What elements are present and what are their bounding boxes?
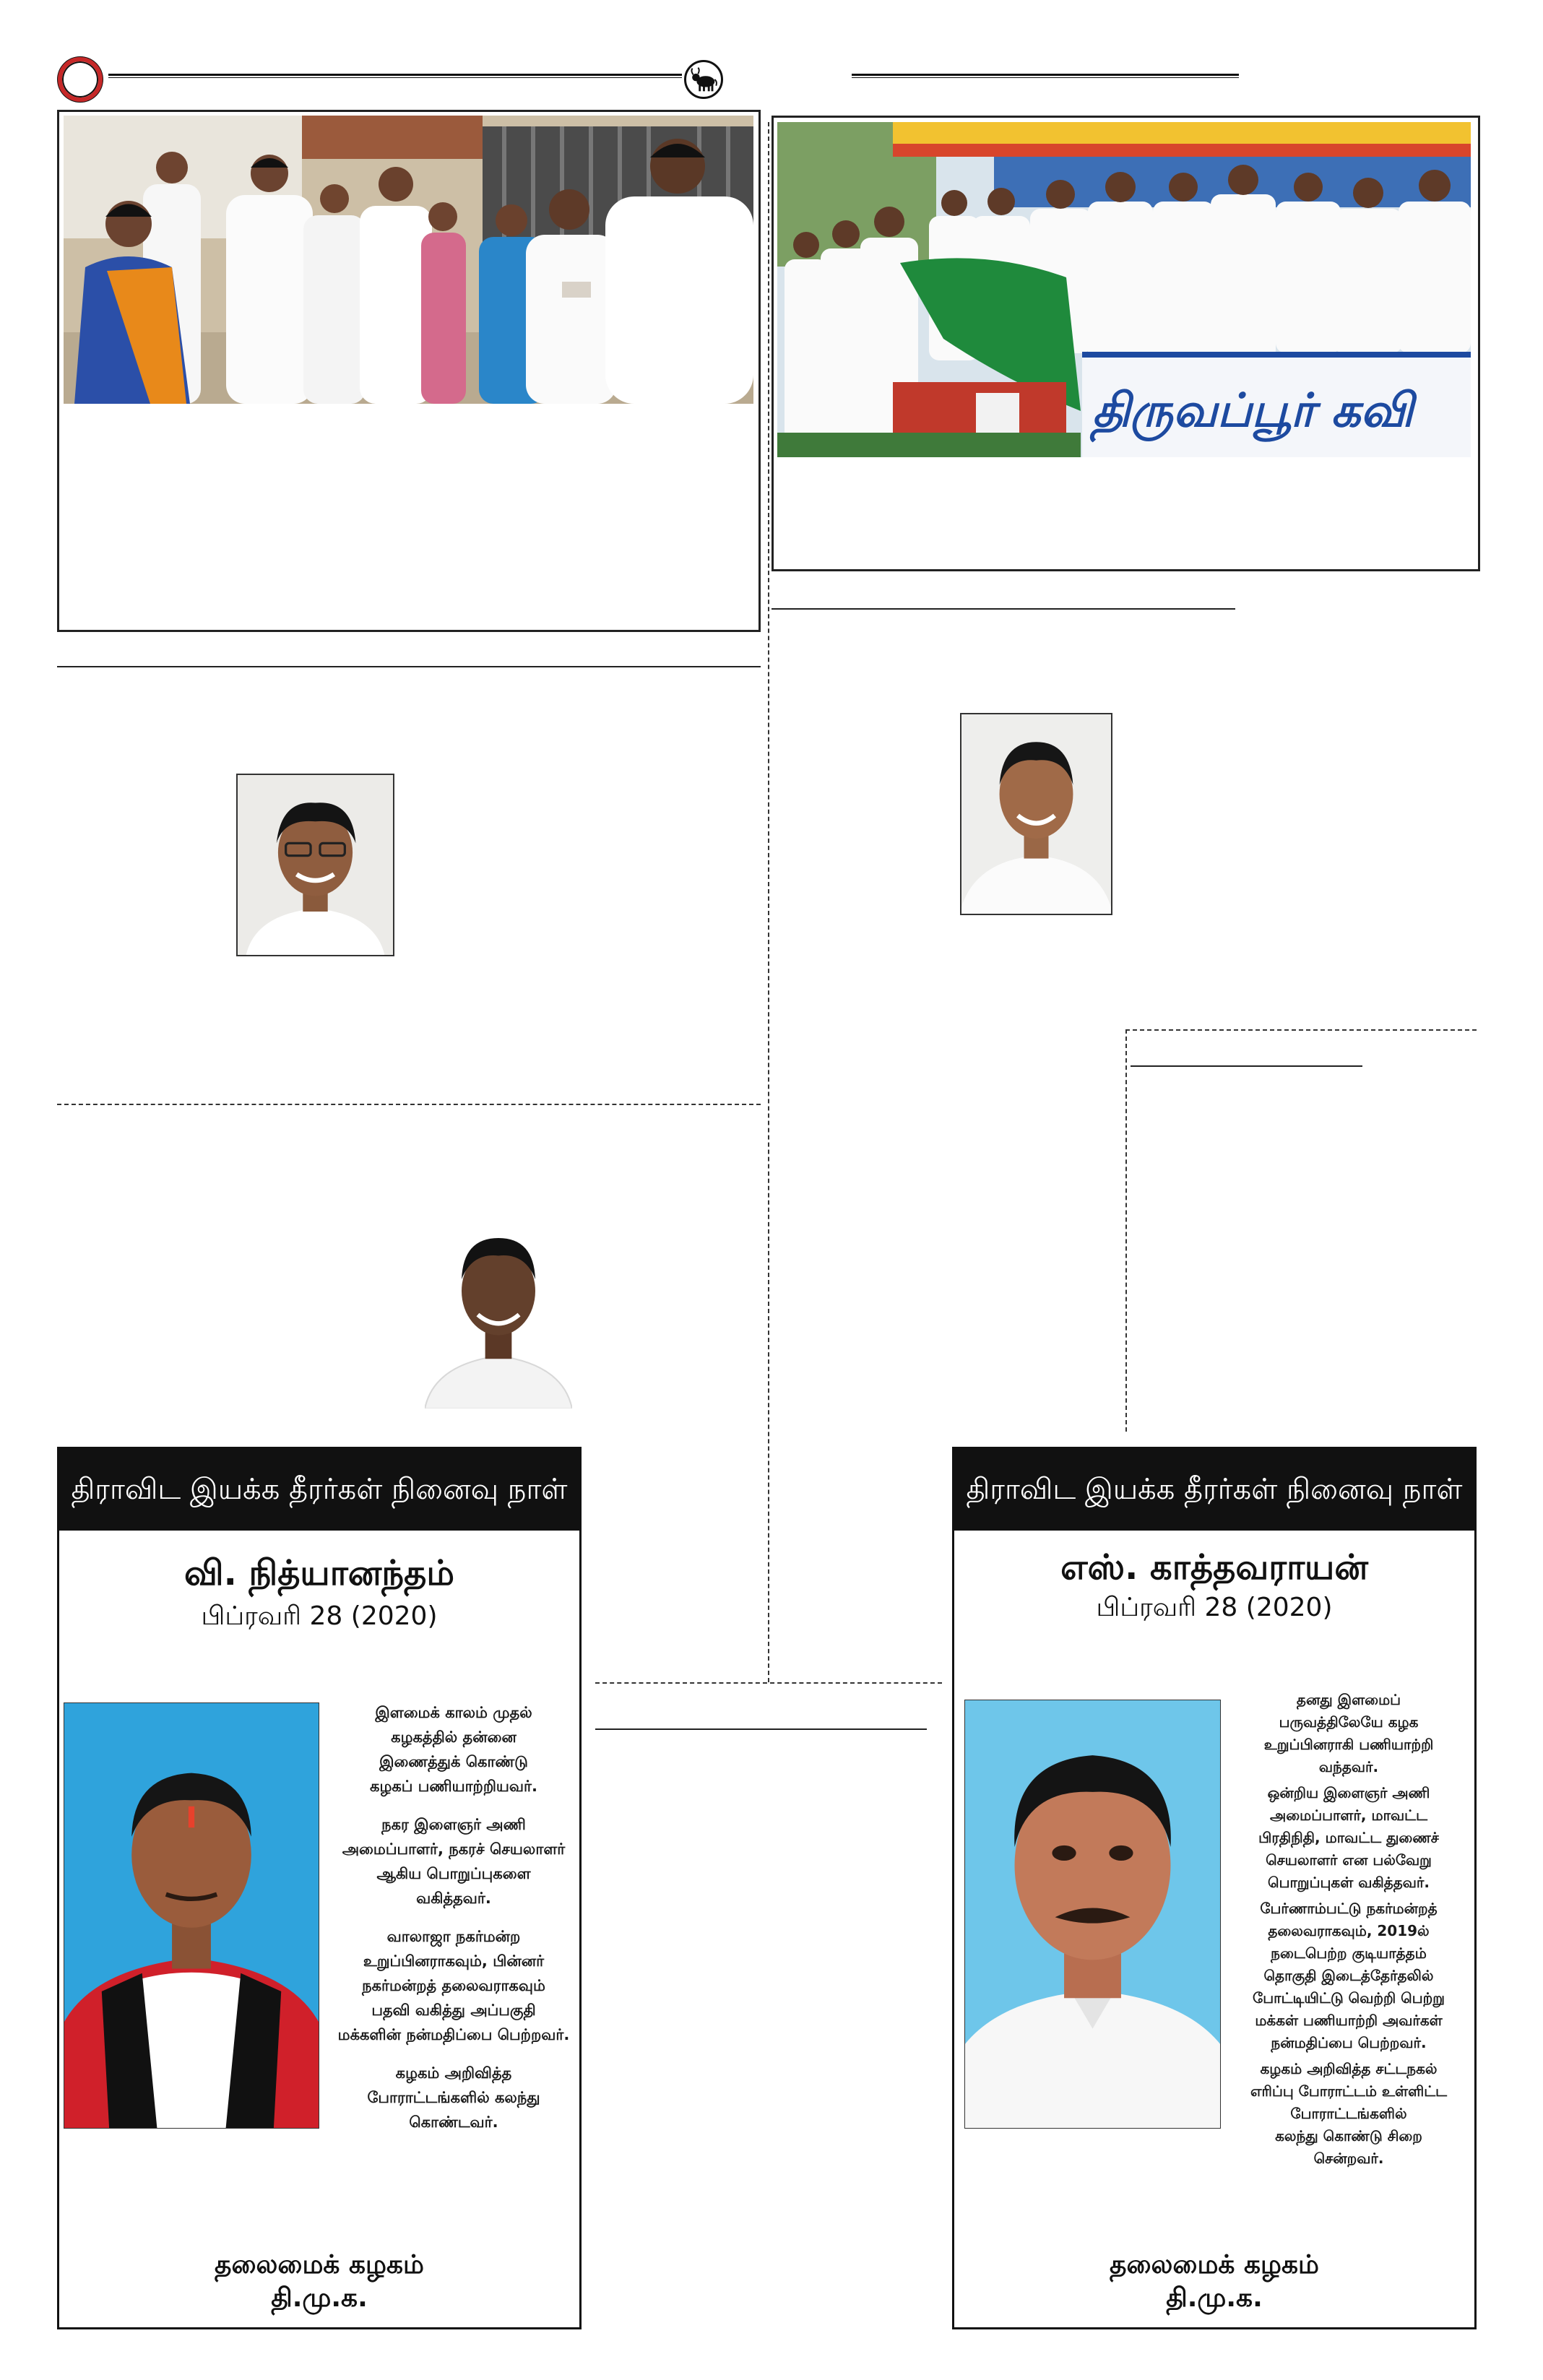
memorial-footer-org: தலைமைக் கழகம் [1110, 2250, 1319, 2280]
biography-paragraph: இளமைக் காலம் முதல் கழகத்தில் தன்னை இணைத்துக் கொண்டு கழகப் பணியாற்றியவர். [370, 1704, 537, 1795]
memorial-banner: திராவிட இயக்க தீரர்கள் நினைவு நாள் [954, 1449, 1474, 1531]
story-divider-dashed [57, 1104, 761, 1105]
center-rule [595, 1728, 927, 1730]
column-rule-left [57, 666, 761, 667]
biography-paragraph: கழகம் அறிவித்த போராட்டங்களில் கலந்து கொண்டவர். [367, 2064, 540, 2131]
boxed-story-top-dashed [1125, 1029, 1477, 1031]
memorial-biography [332, 1700, 576, 2148]
news-photo-handover [64, 116, 753, 404]
memorial-date: பிப்ரவரி 28 (2020) [201, 1601, 438, 1631]
photo-frame-right [772, 116, 1480, 571]
photo-banner-text: திருவப்பூர் கவி [1092, 384, 1414, 438]
biography-paragraph: தனது இளமைப் பருவத்திலேயே கழக உறுப்பினராகி பணியாற்றி வந்தவர். [1263, 1691, 1434, 1775]
memorial-photo [964, 1700, 1221, 2129]
photo-frame-left [57, 110, 761, 632]
portrait-graphic [961, 714, 1111, 914]
memorial-biography [1228, 1689, 1469, 2173]
biography-paragraph: வாலாஜா நகர்மன்ற உறுப்பினராகவும், பின்னர் நகர்மன்றத் தலைவராகவும் பதவி வகித்து அப்பகுதி மக்களின் நன்மதிப்பை பெற்றவர். [337, 1928, 570, 2043]
portrait-cutout-photo [425, 1218, 572, 1408]
photo-banner [1082, 352, 1471, 457]
portrait-photo [236, 774, 394, 956]
boxed-story-left-dashed [1125, 1029, 1127, 1432]
masthead-rule-right [852, 74, 1239, 78]
column-rule-right [772, 608, 1235, 610]
memorial-photo-graphic [64, 1703, 319, 2128]
memorial-banner: திராவிட இயக்க தீரர்கள் நினைவு நாள் [59, 1449, 579, 1531]
biography-paragraph: கழகம் அறிவித்த சட்டநகல் எரிப்பு போராட்டம் உள்ளிட்ட போராட்டங்களில் கலந்து கொண்டு சிறை சென்றவர். [1250, 2060, 1448, 2167]
bull-emblem-graphic [686, 62, 721, 97]
memorial-footer-party: தி.மு.க. [271, 2283, 368, 2313]
portrait-photo [960, 713, 1112, 915]
biography-paragraph: ஒன்றிய இளைஞர் அணி அமைப்பாளர், மாவட்ட பிரதிநிதி, மாவட்ட துணைச் செயலாளர் என பல்வேறு பொறுப்புகள் வகித்தவர். [1258, 1784, 1439, 1891]
center-divider-dashed [595, 1682, 942, 1684]
red-circle-icon [58, 57, 103, 102]
person-figure [303, 184, 366, 404]
portrait-graphic [238, 775, 393, 955]
biography-paragraph: பேர்ணாம்பட்டு நகர்மன்றத் தலைவராகவும், 2019ல் நடைபெற்ற குடியாத்தம் தொகுதி இடைத்தேர்தலில் போட்டியிட்டு வெற்றி பெற்று மக்கள் பணியாற்றி அவர்கள் நன்மதிப்பை பெற்றவர். [1253, 1900, 1445, 2051]
memorial-footer-party: தி.மு.க. [1166, 2283, 1263, 2313]
memorial-notice-right [952, 1447, 1477, 2329]
masthead-rule-left [108, 74, 682, 78]
column-divider-dashed [768, 122, 769, 1682]
biography-paragraph: நகர இளைஞர் அணி அமைப்பாளர், நகரச் செயலாளர் ஆகிய பொறுப்புகளை வகித்தவர். [342, 1816, 566, 1907]
portrait-graphic [425, 1218, 572, 1408]
memorial-photo [64, 1702, 319, 2129]
news-photo-handover-graphic [64, 116, 753, 404]
bull-emblem-icon [684, 60, 723, 99]
memorial-date: பிப்ரவரி 28 (2020) [1096, 1593, 1333, 1622]
boxed-story-rule [1131, 1065, 1362, 1067]
memorial-footer-org: தலைமைக் கழகம் [215, 2250, 424, 2280]
memorial-photo-graphic [965, 1700, 1220, 2128]
memorial-name: வி. நித்யானந்தம் [183, 1553, 455, 1593]
memorial-notice-left [57, 1447, 582, 2329]
news-photo-flag-off [777, 122, 1471, 457]
memorial-name: எஸ். காத்தவராயன் [1060, 1547, 1368, 1588]
